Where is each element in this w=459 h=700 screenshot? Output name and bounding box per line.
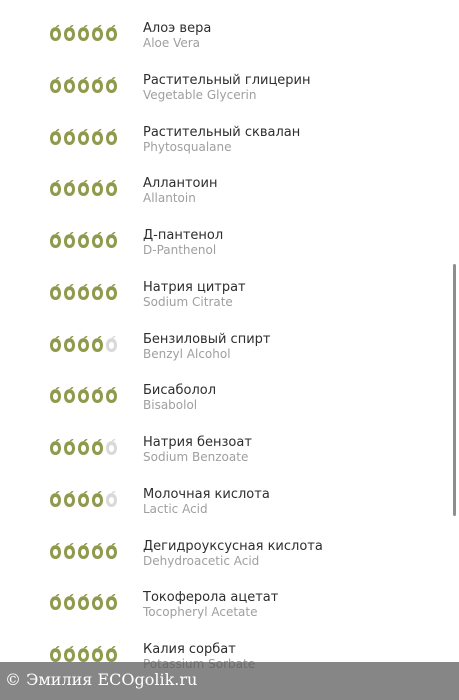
rating-leaves bbox=[49, 593, 119, 611]
rating-leaves bbox=[49, 24, 119, 42]
olive-leaf-icon bbox=[91, 24, 104, 42]
olive-leaf-icon bbox=[77, 645, 90, 663]
rating-leaves bbox=[49, 283, 119, 301]
ingredient-name-en: Phytosqualane bbox=[143, 140, 232, 154]
ingredient-name-ru: Д-пантенол bbox=[143, 228, 224, 243]
olive-leaf-icon bbox=[49, 128, 62, 146]
rating-leaves bbox=[49, 179, 119, 197]
ingredient-row[interactable] bbox=[0, 382, 440, 422]
olive-leaf-icon bbox=[105, 231, 118, 249]
olive-leaf-icon bbox=[105, 386, 118, 404]
ingredient-row[interactable] bbox=[0, 279, 440, 319]
olive-leaf-icon bbox=[63, 645, 76, 663]
ingredient-name-ru: Токоферола ацетат bbox=[143, 590, 279, 605]
olive-leaf-icon bbox=[63, 24, 76, 42]
watermark-bar bbox=[0, 662, 459, 700]
ingredient-name-ru: Калия сорбат bbox=[143, 642, 236, 657]
olive-leaf-icon bbox=[91, 179, 104, 197]
olive-leaf-icon bbox=[49, 490, 62, 508]
ingredient-row[interactable] bbox=[0, 227, 440, 267]
olive-leaf-icon bbox=[91, 438, 104, 456]
rating-leaves bbox=[49, 76, 119, 94]
ingredient-name-en: Tocopheryl Acetate bbox=[143, 605, 258, 619]
olive-leaf-icon bbox=[77, 490, 90, 508]
olive-leaf-icon bbox=[91, 76, 104, 94]
olive-leaf-empty-icon bbox=[105, 438, 118, 456]
rating-leaves bbox=[49, 542, 119, 560]
olive-leaf-icon bbox=[77, 128, 90, 146]
olive-leaf-icon bbox=[49, 335, 62, 353]
olive-leaf-icon bbox=[105, 24, 118, 42]
olive-leaf-icon bbox=[63, 386, 76, 404]
ingredient-name-en: Aloe Vera bbox=[143, 36, 201, 50]
ingredient-row[interactable] bbox=[0, 72, 440, 112]
olive-leaf-icon bbox=[49, 24, 62, 42]
olive-leaf-icon bbox=[77, 231, 90, 249]
olive-leaf-icon bbox=[77, 179, 90, 197]
olive-leaf-icon bbox=[105, 76, 118, 94]
rating-leaves bbox=[49, 438, 119, 456]
olive-leaf-empty-icon bbox=[105, 335, 118, 353]
olive-leaf-icon bbox=[77, 386, 90, 404]
olive-leaf-icon bbox=[49, 231, 62, 249]
olive-leaf-icon bbox=[105, 593, 118, 611]
olive-leaf-icon bbox=[63, 128, 76, 146]
olive-leaf-icon bbox=[105, 179, 118, 197]
olive-leaf-icon bbox=[77, 593, 90, 611]
olive-leaf-icon bbox=[77, 438, 90, 456]
olive-leaf-icon bbox=[105, 542, 118, 560]
ingredient-name-ru: Бензиловый спирт bbox=[143, 332, 271, 347]
olive-leaf-icon bbox=[105, 645, 118, 663]
olive-leaf-icon bbox=[63, 231, 76, 249]
ingredient-row[interactable] bbox=[0, 538, 440, 578]
olive-leaf-icon bbox=[49, 386, 62, 404]
rating-leaves bbox=[49, 335, 119, 353]
ingredient-name-en: Dehydroacetic Acid bbox=[143, 554, 260, 568]
ingredient-row[interactable] bbox=[0, 331, 440, 371]
olive-leaf-icon bbox=[63, 335, 76, 353]
olive-leaf-icon bbox=[77, 335, 90, 353]
olive-leaf-icon bbox=[77, 76, 90, 94]
olive-leaf-icon bbox=[91, 128, 104, 146]
ingredient-name-ru: Молочная кислота bbox=[143, 487, 270, 502]
olive-leaf-icon bbox=[63, 179, 76, 197]
ingredient-row[interactable] bbox=[0, 175, 440, 215]
rating-leaves bbox=[49, 645, 119, 663]
olive-leaf-icon bbox=[63, 490, 76, 508]
olive-leaf-icon bbox=[91, 645, 104, 663]
olive-leaf-icon bbox=[49, 76, 62, 94]
ingredient-name-en: Lactic Acid bbox=[143, 502, 208, 516]
ingredient-name-ru: Натрия бензоат bbox=[143, 435, 252, 450]
scrollbar[interactable] bbox=[453, 264, 456, 516]
ingredient-name-ru: Натрия цитрат bbox=[143, 280, 246, 295]
ingredient-name-ru: Растительный глицерин bbox=[143, 73, 311, 88]
ingredient-row[interactable] bbox=[0, 486, 440, 526]
olive-leaf-icon bbox=[91, 231, 104, 249]
olive-leaf-icon bbox=[63, 283, 76, 301]
olive-leaf-icon bbox=[49, 438, 62, 456]
ingredient-name-ru: Бисаболол bbox=[143, 383, 217, 398]
olive-leaf-empty-icon bbox=[105, 490, 118, 508]
olive-leaf-icon bbox=[105, 283, 118, 301]
ingredient-name-ru: Алоэ вера bbox=[143, 21, 212, 36]
ingredient-name-en: Benzyl Alcohol bbox=[143, 347, 231, 361]
rating-leaves bbox=[49, 231, 119, 249]
ingredient-name-ru: Дегидроуксусная кислота bbox=[143, 539, 323, 554]
ingredient-row[interactable] bbox=[0, 20, 440, 60]
olive-leaf-icon bbox=[91, 593, 104, 611]
ingredient-name-en: Sodium Benzoate bbox=[143, 450, 249, 464]
olive-leaf-icon bbox=[49, 179, 62, 197]
olive-leaf-icon bbox=[77, 542, 90, 560]
ingredient-name-ru: Растительный сквалан bbox=[143, 125, 301, 140]
olive-leaf-icon bbox=[49, 645, 62, 663]
ingredient-name-en: Vegetable Glycerin bbox=[143, 88, 257, 102]
watermark-text: © Эмилия ECOgolik.ru bbox=[5, 670, 198, 689]
olive-leaf-icon bbox=[91, 283, 104, 301]
olive-leaf-icon bbox=[63, 593, 76, 611]
ingredient-name-ru: Аллантоин bbox=[143, 176, 218, 191]
ingredient-name-en: Allantoin bbox=[143, 191, 196, 205]
olive-leaf-icon bbox=[91, 335, 104, 353]
olive-leaf-icon bbox=[91, 386, 104, 404]
ingredient-name-en: Sodium Citrate bbox=[143, 295, 233, 309]
olive-leaf-icon bbox=[77, 283, 90, 301]
olive-leaf-icon bbox=[77, 24, 90, 42]
olive-leaf-icon bbox=[63, 542, 76, 560]
ingredient-row[interactable] bbox=[0, 589, 440, 629]
olive-leaf-icon bbox=[49, 542, 62, 560]
rating-leaves bbox=[49, 128, 119, 146]
olive-leaf-icon bbox=[49, 283, 62, 301]
olive-leaf-icon bbox=[105, 128, 118, 146]
ingredient-row[interactable] bbox=[0, 434, 440, 474]
rating-leaves bbox=[49, 490, 119, 508]
olive-leaf-icon bbox=[49, 593, 62, 611]
rating-leaves bbox=[49, 386, 119, 404]
olive-leaf-icon bbox=[91, 542, 104, 560]
ingredient-name-en: D-Panthenol bbox=[143, 243, 217, 257]
olive-leaf-icon bbox=[91, 490, 104, 508]
ingredient-row[interactable] bbox=[0, 124, 440, 164]
olive-leaf-icon bbox=[63, 438, 76, 456]
olive-leaf-icon bbox=[63, 76, 76, 94]
ingredient-name-en: Bisabolol bbox=[143, 398, 198, 412]
